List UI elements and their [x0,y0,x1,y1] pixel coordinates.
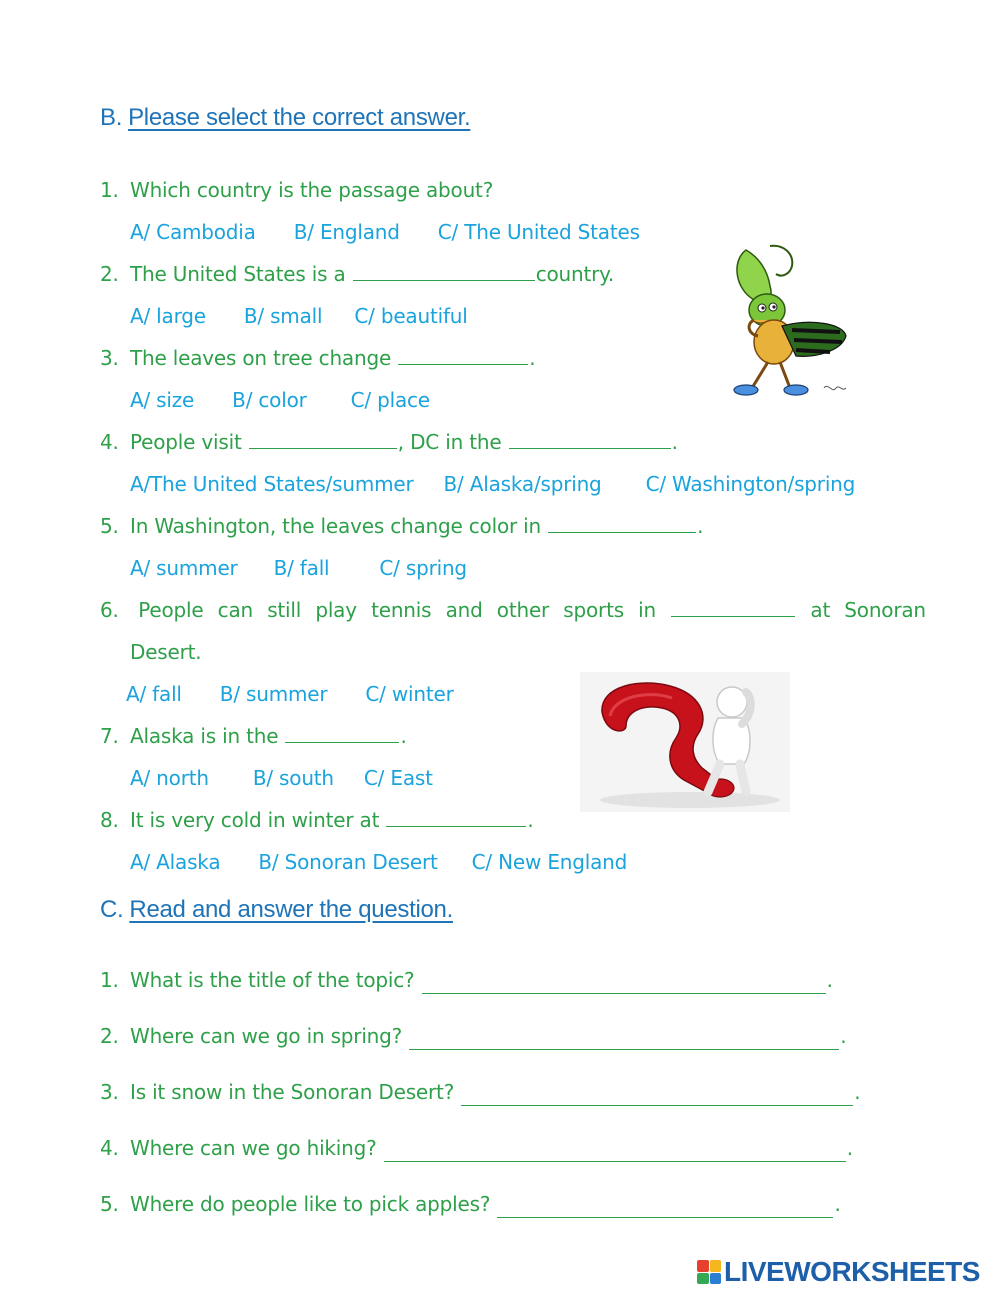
answer-input[interactable] [409,1029,839,1050]
section-c-title: Read and answer the question. [129,896,453,923]
question-number: 3. [100,346,119,370]
options-b8 [130,850,627,874]
question-text-end: . [826,968,833,992]
question-b7 [100,724,407,748]
question-number: 4. [100,1136,119,1160]
options-b6 [126,682,454,706]
question-word: still [267,598,302,622]
question-number: 4. [100,430,119,454]
option-a[interactable]: A/ fall [126,682,182,706]
question-number: 2. [100,1024,119,1048]
option-b[interactable]: B/ small [243,304,323,328]
section-b-heading [100,104,470,132]
options-b3 [130,388,430,412]
question-number: 7. [100,724,119,748]
option-c[interactable]: C/ place [350,388,430,412]
question-number: 3. [100,1080,119,1104]
question-c3 [100,1080,860,1106]
question-word: can [217,598,253,622]
question-word: in [638,598,656,622]
question-c4 [100,1136,853,1162]
question-number: 2. [100,262,119,286]
answer-blank[interactable] [548,514,696,533]
question-word: and [445,598,483,622]
question-number: 1. [100,968,119,992]
question-c1 [100,968,833,994]
option-c[interactable]: C/ Washington/spring [645,472,856,496]
answer-input[interactable] [461,1085,853,1106]
question-c5 [100,1192,841,1218]
option-b[interactable]: B/ England [293,220,400,244]
question-text: Where do people like to pick apples? [130,1192,491,1216]
answer-blank[interactable] [398,346,528,365]
answer-blank[interactable] [285,724,399,743]
options-b2 [130,304,468,328]
question-text: Where can we go in spring? [130,1024,403,1048]
question-text-end: . [840,1024,847,1048]
option-a[interactable]: A/ size [130,388,195,412]
option-a[interactable]: A/ Cambodia [130,220,256,244]
question-text: Is it snow in the Sonoran Desert? [130,1080,455,1104]
section-c-heading [100,896,453,924]
question-b2 [100,262,614,286]
question-word: other [496,598,550,622]
question-text-end: . [854,1080,861,1104]
question-text: Where can we go hiking? [130,1136,377,1160]
section-b-title: Please select the correct answer. [128,104,471,131]
question-c2 [100,1024,846,1050]
question-number: 5. [100,514,119,538]
answer-input[interactable] [384,1141,846,1162]
question-text-end: country. [535,262,615,286]
question-b5 [100,514,703,538]
question-text-end: . [671,430,678,454]
answer-blank[interactable] [671,598,795,617]
answer-blank[interactable] [509,430,671,449]
options-b5 [130,556,467,580]
question-text: People visit [130,430,248,454]
question-number: 6. [100,598,119,622]
question-b8 [100,808,534,832]
question-word: play [315,598,357,622]
options-b7 [130,766,433,790]
answer-input[interactable] [497,1197,833,1218]
option-a[interactable]: A/ Alaska [130,850,221,874]
cartoon-bug-illustration [712,240,852,400]
question-b3 [100,346,535,370]
option-b[interactable]: B/ Sonoran Desert [258,850,438,874]
question-b1 [100,178,493,202]
options-b1 [130,220,640,244]
question-text-middle: , DC in the [397,430,508,454]
question-text: In Washington, the leaves change color in [130,514,548,538]
section-c-letter: C. [100,896,124,923]
question-text: The leaves on tree change [130,346,398,370]
logo-blocks-icon [697,1260,721,1284]
question-text: It is very cold in winter at [130,808,386,832]
section-b-letter: B. [100,104,123,131]
question-text-end: . [400,724,407,748]
question-word: sports [563,598,624,622]
question-b4 [100,430,678,454]
option-b[interactable]: B/ fall [273,556,330,580]
question-number: 1. [100,178,119,202]
question-number: 8. [100,808,119,832]
question-text-end: . [846,1136,853,1160]
question-text-end: . [697,514,704,538]
option-c[interactable]: C/ East [363,766,433,790]
option-b[interactable]: B/ summer [219,682,328,706]
answer-blank[interactable] [249,430,397,449]
question-text-end: . [529,346,536,370]
question-number: 5. [100,1192,119,1216]
option-b[interactable]: B/ color [232,388,307,412]
option-c[interactable]: C/ spring [379,556,467,580]
question-word: Sonoran [844,598,926,622]
option-a[interactable]: A/The United States/summer [130,472,414,496]
question-text-end: . [527,808,534,832]
option-b[interactable]: B/ Alaska/spring [443,472,602,496]
options-b4 [130,472,855,496]
answer-blank[interactable] [353,262,535,281]
option-a[interactable]: A/ large [130,304,206,328]
answer-blank[interactable] [386,808,526,827]
question-text: Alaska is in the [130,724,285,748]
question-text: The United States is a [130,262,352,286]
option-b[interactable]: B/ south [252,766,334,790]
answer-input[interactable] [422,973,826,994]
question-b6 [100,598,926,622]
option-a[interactable]: A/ summer [130,556,238,580]
option-c[interactable]: C/ beautiful [354,304,468,328]
question-word: People [138,598,204,622]
question-mark-person-illustration [580,672,790,812]
question-b6-line2: Desert. [130,640,202,664]
liveworksheets-logo [697,1256,980,1288]
question-word: at [810,598,831,622]
question-word: tennis [371,598,432,622]
logo-text: LIVEWORKSHEETS [724,1256,980,1287]
option-c[interactable]: C/ The United States [437,220,640,244]
option-a[interactable]: A/ north [130,766,209,790]
option-c[interactable]: C/ New England [471,850,628,874]
question-text: What is the title of the topic? [130,968,415,992]
option-c[interactable]: C/ winter [365,682,454,706]
question-text: Which country is the passage about? [130,178,494,202]
question-text-end: . [834,1192,841,1216]
